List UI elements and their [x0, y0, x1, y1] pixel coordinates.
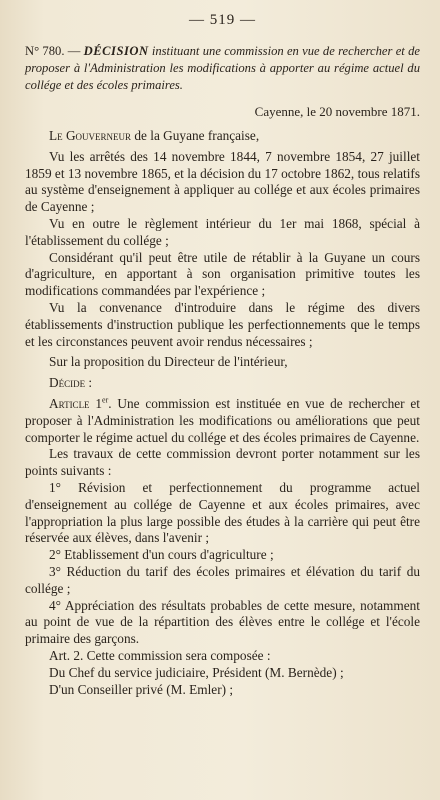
article-1-label: Article 1: [49, 395, 103, 411]
document-body: [25, 128, 420, 698]
decide-label: Décide :: [49, 375, 93, 391]
decision-title: instituant une commission en vue de rechercher et de proposer à l'Administration les modifications à apporter au régime actuel du collége et des écoles primaires.: [25, 44, 420, 92]
paragraph-vu-convenance: Vu la convenance d'introduire dans le régime des divers établissements d'instruction publique les perfectionnements que le temps et les circonstances peuvent avoir rendus nécessaires ;: [25, 299, 420, 349]
member-conseiller: D'un Conseiller privé (M. Emler) ;: [49, 681, 234, 697]
article-2: Art. 2. Cette commission sera composée :: [49, 647, 271, 663]
paragraph-proposition: Sur la proposition du Directeur de l'intérieur,: [49, 354, 288, 370]
decision-keyword: DÉCISION: [83, 44, 149, 58]
paragraph-vu-reglement: Vu en outre le règlement intérieur du 1er mai 1868, spécial à l'établissement du collége ;: [25, 215, 420, 248]
article-1-text: . Une commission est instituée en vue de rechercher et proposer à l'Administration les modifications ou améliorations que peut comporter le régime actuel du collége et des écoles primaires de Cayenne.: [25, 395, 420, 445]
article-1: [25, 396, 420, 446]
point-1: 1° Révision et perfectionnement du programme actuel d'enseignement au collége de Cayenne et aux écoles primaires, avec l'appropriation la plus large possible des études à la carrière qui peut être réservée aux élèves, dans l'avenir ;: [25, 479, 420, 546]
point-4: 4° Appréciation des résultats probables de cette mesure, notamment au point de vue de la répartition des élèves entre le collége et l'école primaire des garçons.: [25, 597, 420, 647]
opening-smallcaps: Le Gouverneur: [49, 128, 132, 143]
decision-number: N° 780. —: [25, 44, 81, 58]
page-number: — 519 —: [189, 12, 256, 28]
member-president: Du Chef du service judiciaire, Président (M. Bernède) ;: [49, 664, 344, 680]
paragraph-vu-arretes: Vu les arrêtés des 14 novembre 1844, 7 novembre 1854, 27 juillet 1859 et 13 novembre 1865, et la décision du 17 octobre 1862, tous relatifs au système d'enseignement à appliquer au collége et aux écoles primaires de Cayenne ;: [25, 148, 420, 215]
dateline: Cayenne, le 20 novembre 1871.: [254, 104, 420, 119]
paragraph-considerant: Considérant qu'il peut être utile de rétablir à la Guyane un cours d'agriculture, en apportant à son organisation primitive toutes les modifications commandées par l'expérience ;: [25, 249, 420, 299]
paragraph-travaux: Les travaux de cette commission devront porter notamment sur les points suivants :: [25, 446, 420, 479]
opening-rest: de la Guyane française,: [131, 128, 260, 143]
decision-heading: [25, 43, 420, 94]
opening-line: [25, 128, 420, 145]
point-2: 2° Etablissement d'un cours d'agriculture ;: [49, 547, 274, 563]
point-3: 3° Réduction du tarif des écoles primaires et élévation du tarif du collége ;: [25, 563, 420, 596]
article-1-sup: er: [102, 395, 109, 405]
